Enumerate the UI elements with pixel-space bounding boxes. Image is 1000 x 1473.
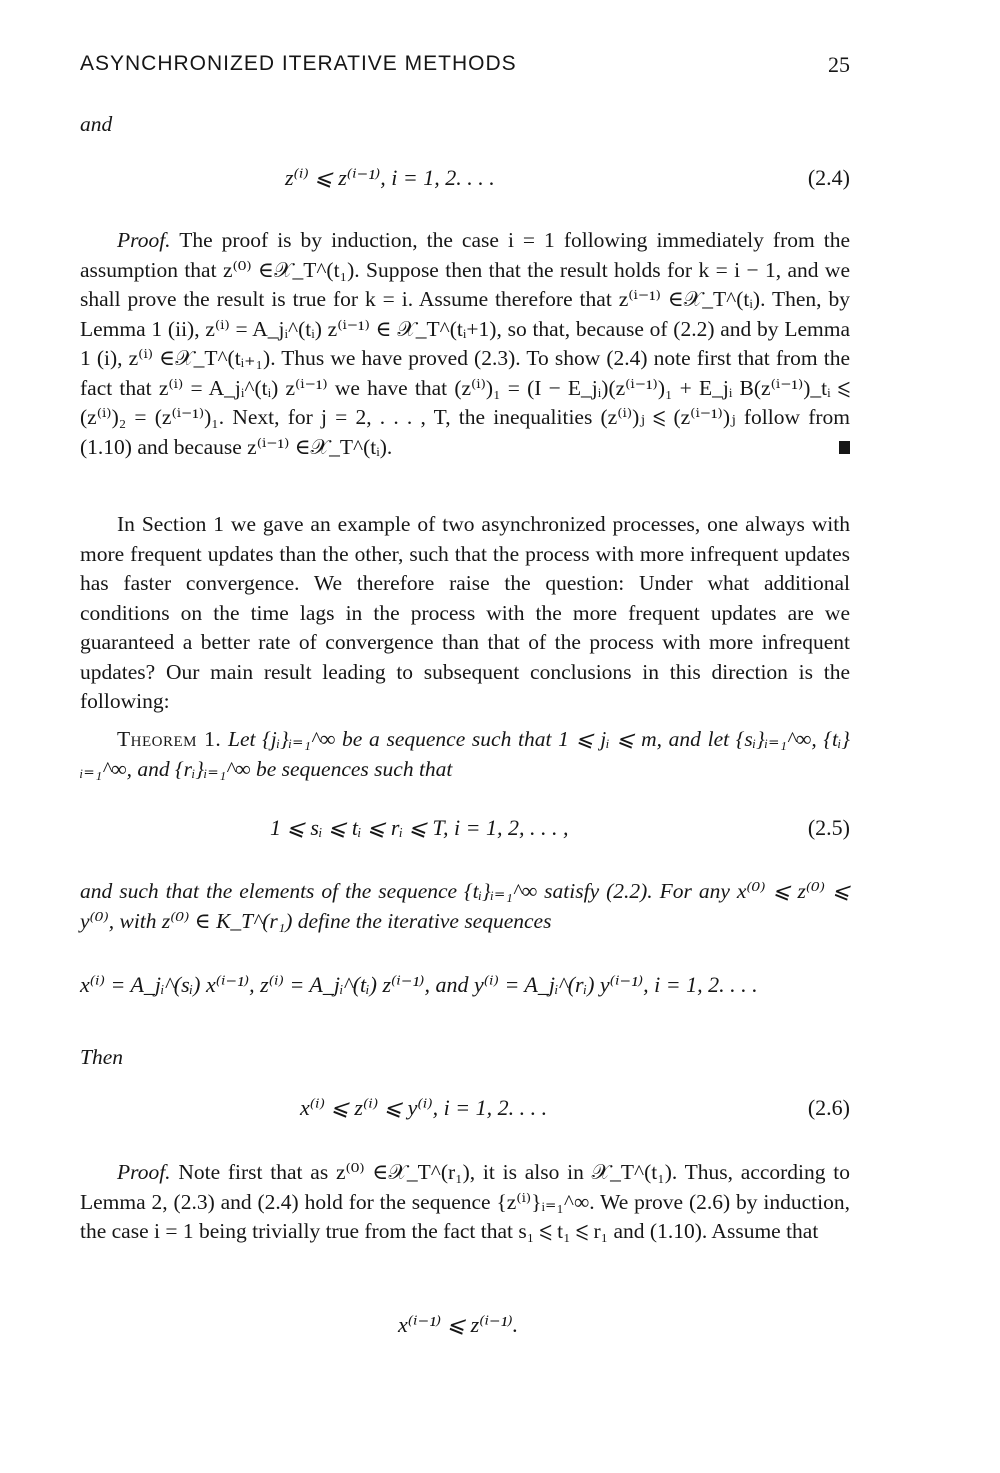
page-number: 25 — [828, 52, 850, 77]
induction-hypothesis-equation — [80, 1312, 850, 1348]
end-of-proof-mark — [839, 441, 850, 454]
theorem-1-statement — [80, 725, 850, 784]
equation-2-6 — [80, 1095, 850, 1131]
proof-text: The proof is by induction, the case i = 1 following immediately from the assumption that z⁽⁰⁾ ∈𝒳_T^(t₁). Suppose then that the result holds for k = i − 1, and we shall prove the result is true for k = i. Assume therefore that z⁽ⁱ⁻¹⁾ ∈𝒳_T^(tᵢ). Then, by Lemma 1 (ii), z⁽ⁱ⁾ = A_jᵢ^(tᵢ) z⁽ⁱ⁻¹⁾ ∈ 𝒳_T^(tᵢ+1), so that, because of (2.2) and by Lemma 1 (i), z⁽ⁱ⁾ ∈𝒳_T^(tᵢ₊₁). Thus we have proved (2.3). To show (2.4) note first that from the fact that z⁽ⁱ⁾ = A_jᵢ^(tᵢ) z⁽ⁱ⁻¹⁾ we have that (z⁽ⁱ⁾)₁ = (I − E_jᵢ)(z⁽ⁱ⁻¹⁾)₁ + E_jᵢ B(z⁽ⁱ⁻¹⁾)_tᵢ ⩽ (z⁽ⁱ⁾)₂ = (z⁽ⁱ⁻¹⁾)₁. Next, for j = 2, . . . , T, the inequalities (z⁽ⁱ⁾)ⱼ ⩽ (z⁽ⁱ⁻¹⁾)ⱼ follow from (1.10) and because z⁽ⁱ⁻¹⁾ ∈𝒳_T^(tᵢ). — [80, 228, 850, 459]
induction-hypothesis-expression: x⁽ⁱ⁻¹⁾ ⩽ z⁽ⁱ⁻¹⁾. — [398, 1312, 519, 1337]
and-label: and — [80, 112, 113, 136]
proof-label: Proof. — [117, 228, 171, 252]
equation-2-6-expression: x⁽ⁱ⁾ ⩽ z⁽ⁱ⁾ ⩽ y⁽ⁱ⁾, i = 1, 2. . . . — [300, 1095, 548, 1120]
theorem-continuation: and such that the elements of the sequence {tᵢ}ᵢ₌₁^∞ satisfy (2.2). For any x⁽⁰⁾ ⩽ z⁽⁰⁾ ⩽ y⁽⁰⁾, with z⁽⁰⁾ ∈ K_T^(r₁) define the iterative sequences — [80, 879, 850, 933]
equation-2-6-number: (2.6) — [807, 1095, 850, 1120]
equation-2-4-number: (2.4) — [807, 165, 850, 190]
equation-2-5-number: (2.5) — [807, 815, 850, 840]
running-head: ASYNCHRONIZED ITERATIVE METHODS — [80, 52, 517, 75]
theorem-text: Let {jᵢ}ᵢ₌₁^∞ be a sequence such that 1 ⩽ jᵢ ⩽ m, and let {sᵢ}ᵢ₌₁^∞, {tᵢ}ᵢ₌₁^∞, and {rᵢ}ᵢ₌₁^∞ be sequences such that — [80, 727, 851, 781]
equation-2-4-expression: z⁽ⁱ⁾ ⩽ z⁽ⁱ⁻¹⁾, i = 1, 2. . . . — [285, 165, 495, 190]
proof-paragraph-2 — [80, 1158, 850, 1247]
then-label: Then — [80, 1045, 123, 1069]
theorem-label: Theorem 1. — [117, 727, 222, 751]
section-paragraph: In Section 1 we gave an example of two asynchronized processes, one always with more frequent updates than the other, such that the process with more infrequent updates has faster convergence. We therefore raise the question: Under what additional conditions on the time lags in the process with the more frequent updates are we guaranteed a better rate of convergence than that of the process with more infrequent updates? Our main result leading to subsequent conclusions in this direction is the following: — [80, 512, 850, 713]
iterative-sequences-equation — [80, 972, 850, 1008]
proof-text: Note first that as z⁽⁰⁾ ∈𝒳_T^(r₁), it is also in 𝒳_T^(t₁). Thus, according to Lemma 2, (2.3) and (2.4) hold for the sequence {z⁽ⁱ⁾}ᵢ₌₁^∞. We prove (2.6) by induction, the case i = 1 being trivially true from the fact that s₁ ⩽ t₁ ⩽ r₁ and (1.10). Assume that — [80, 1160, 851, 1243]
iterative-sequences-expression: x⁽ⁱ⁾ = A_jᵢ^(sᵢ) x⁽ⁱ⁻¹⁾, z⁽ⁱ⁾ = A_jᵢ^(tᵢ) z⁽ⁱ⁻¹⁾, and y⁽ⁱ⁾ = A_jᵢ^(rᵢ) y⁽ⁱ⁻¹⁾, i = 1, 2. . . . — [80, 972, 758, 997]
proof-label: Proof. — [117, 1160, 171, 1184]
proof-paragraph-1 — [80, 226, 850, 462]
equation-2-5 — [80, 815, 850, 851]
equation-2-4 — [80, 165, 850, 201]
page-header — [80, 52, 850, 84]
equation-2-5-expression: 1 ⩽ sᵢ ⩽ tᵢ ⩽ rᵢ ⩽ T, i = 1, 2, . . . , — [270, 815, 569, 840]
